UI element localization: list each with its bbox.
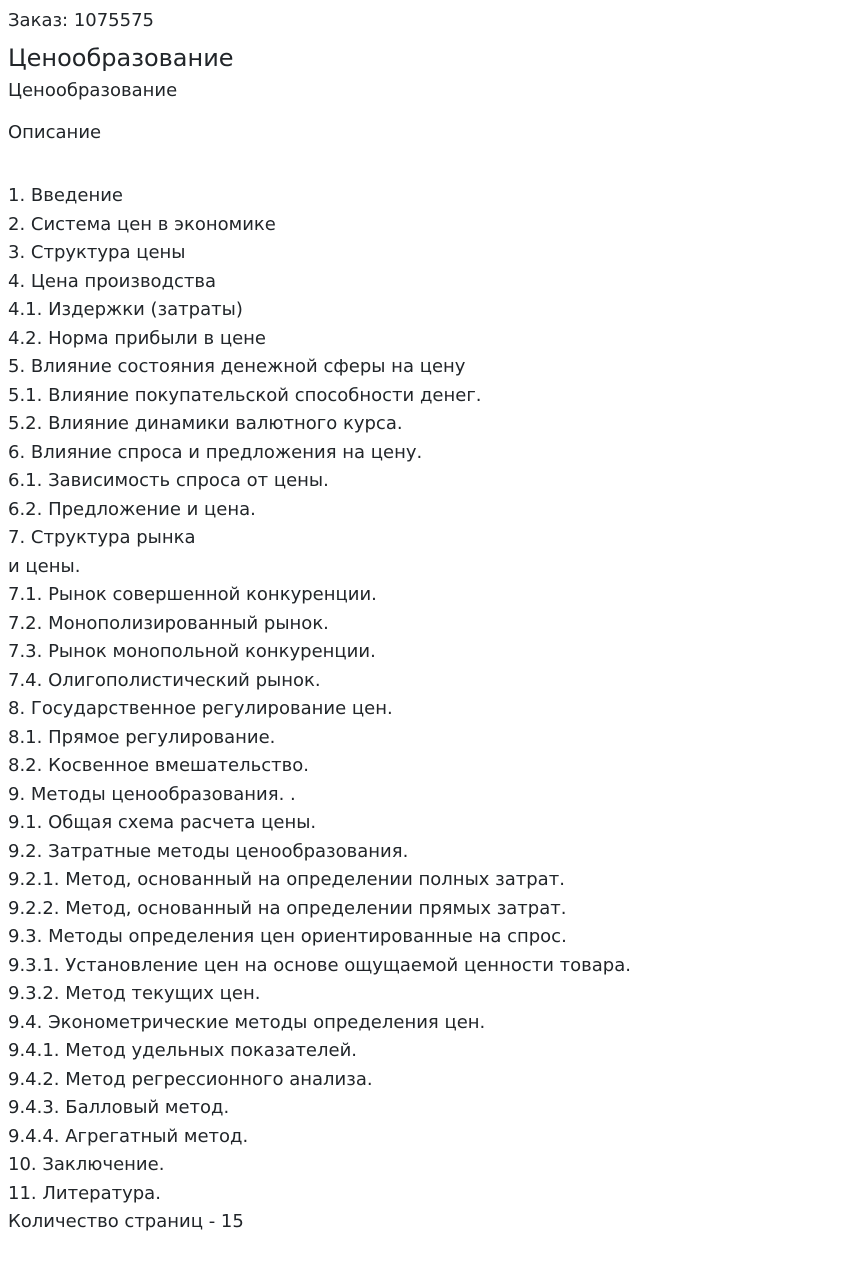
- toc-item: 1. Введение: [8, 185, 123, 206]
- toc-item: 3. Структура цены: [8, 242, 186, 263]
- toc-item: 11. Литература.: [8, 1182, 161, 1204]
- toc-item: 9.3.2. Метод текущих цен.: [8, 983, 261, 1004]
- toc-item: 4.1. Издержки (затраты): [8, 299, 243, 320]
- toc-item: 6. Влияние спроса и предложения на цену.: [8, 441, 423, 463]
- toc-item: 9.4. Эконометрические методы определения цен.: [8, 1011, 486, 1033]
- toc-item: 7.3. Рынок монопольной конкуренции.: [8, 641, 376, 662]
- toc-item: 8. Государственное регулирование цен.: [8, 698, 393, 719]
- toc-item: 7.1. Рынок совершенной конкуренции.: [8, 584, 377, 605]
- page-title: Ценообразование: [8, 44, 234, 72]
- description-label: Описание: [8, 122, 102, 143]
- toc-item: 10. Заключение.: [8, 1154, 165, 1175]
- toc-item: 8.1. Прямое регулирование.: [8, 726, 276, 748]
- toc-item: 4.2. Норма прибыли в цене: [8, 327, 267, 349]
- toc-item: 9.4.4. Агрегатный метод.: [8, 1125, 249, 1147]
- toc-item: 4. Цена производства: [8, 270, 217, 292]
- toc-item: 9.3. Методы определения цен ориентированные на спрос.: [8, 926, 567, 947]
- toc-item: 7.4. Олигополистический рынок.: [8, 669, 321, 691]
- order-number: Заказ: 1075575: [8, 10, 154, 31]
- table-of-contents: [8, 182, 839, 1208]
- toc-item: 5. Влияние состояния денежной сферы на цену: [8, 356, 466, 377]
- toc-item: 5.2. Влияние динамики валютного курса.: [8, 413, 403, 434]
- toc-item: 9.2.1. Метод, основанный на определении полных затрат.: [8, 869, 565, 890]
- toc-item: 9.3.1. Установление цен на основе ощущаемой ценности товара.: [8, 954, 631, 976]
- toc-item: 5.1. Влияние покупательской способности денег.: [8, 384, 482, 406]
- toc-item: 9.4.1. Метод удельных показателей.: [8, 1040, 357, 1061]
- toc-item: 7. Структура рынка: [8, 527, 196, 548]
- page-subtitle: Ценообразование: [8, 80, 178, 101]
- toc-item: 6.1. Зависимость спроса от цены.: [8, 470, 329, 491]
- toc-item: 9.1. Общая схема расчета цены.: [8, 812, 317, 833]
- toc-item: 6.2. Предложение и цена.: [8, 498, 256, 520]
- toc-item: 7.2. Монополизированный рынок.: [8, 612, 329, 634]
- toc-item: 9.4.3. Балловый метод.: [8, 1097, 230, 1118]
- toc-item: и цены.: [8, 555, 81, 577]
- page-count: Количество страниц - 15: [8, 1211, 244, 1232]
- toc-item: 9.2.2. Метод, основанный на определении прямых затрат.: [8, 897, 567, 919]
- toc-item: 8.2. Косвенное вмешательство.: [8, 755, 309, 776]
- toc-item: 9. Методы ценообразования. .: [8, 783, 296, 805]
- toc-item: 2. Система цен в экономике: [8, 213, 276, 235]
- toc-item: 9.2. Затратные методы ценообразования.: [8, 840, 409, 862]
- toc-item: 9.4.2. Метод регрессионного анализа.: [8, 1068, 373, 1090]
